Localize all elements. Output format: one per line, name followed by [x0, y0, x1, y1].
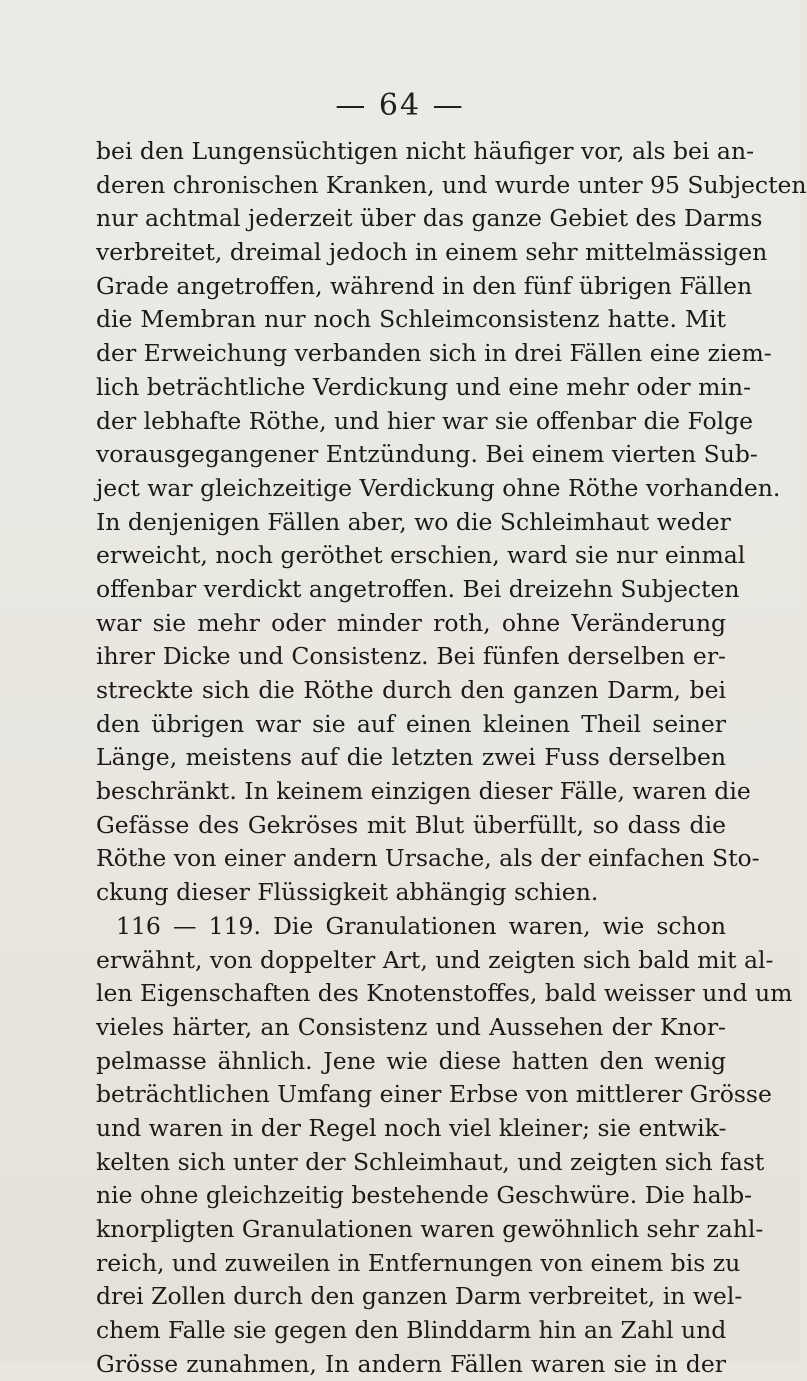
page-number: — 64 — — [335, 88, 465, 123]
text-line: ihrer Dicke und Consistenz. Bei fünfen derselben er- — [96, 642, 726, 671]
text-line: lich beträchtliche Verdickung und eine mehr oder min- — [96, 372, 752, 401]
text-line: beträchtlichen Umfang einer Erbse von mittlerer Grösse — [96, 1080, 772, 1109]
body-text — [96, 135, 807, 1381]
text-line: die Membran nur noch Schleimconsistenz hatte. Mit — [96, 305, 726, 334]
text-line: beschränkt. In keinem einzigen dieser Fälle, waren die — [96, 777, 751, 806]
text-line: der lebhafte Röthe, und hier war sie offenbar die Folge — [96, 406, 754, 435]
text-line: knorpligten Granulationen waren gewöhnlich sehr zahl- — [96, 1215, 764, 1243]
text-line: streckte sich die Röthe durch den ganzen Darm, bei — [96, 676, 726, 704]
text-line: bei den Lungensüchtigen nicht häufiger vor, als bei an- — [96, 137, 755, 165]
text-line: offenbar verdickt angetroffen. Bei dreizehn Subjecten — [96, 574, 740, 603]
text-line: 116 — 119. Die Granulationen waren, wie schon — [116, 911, 726, 940]
text-line: Gefässe des Gekröses mit Blut überfüllt, so dass die — [96, 810, 726, 839]
text-line: Grade angetroffen, während in den fünf übrigen Fällen — [96, 271, 753, 300]
text-line: pelmasse ähnlich. Jene wie diese hatten den wenig — [96, 1046, 726, 1075]
text-line: ckung dieser Flüssigkeit abhängig schien. — [96, 878, 599, 907]
text-line: war sie mehr oder minder roth, ohne Veränderung — [96, 608, 726, 637]
text-line: drei Zollen durch den ganzen Darm verbreitet, in wel- — [96, 1282, 743, 1311]
text-line: len Eigenschaften des Knotenstoffes, bald weisser und um — [96, 979, 793, 1008]
text-line: Grösse zunahmen, In andern Fällen waren sie in der — [96, 1349, 726, 1378]
text-line: Röthe von einer andern Ursache, als der einfachen Sto- — [96, 844, 760, 873]
text-line: Länge, meistens auf die letzten zwei Fuss derselben — [96, 743, 726, 772]
text-line: erweicht, noch geröthet erschien, ward sie nur einmal — [96, 541, 746, 570]
text-line: reich, und zuweilen in Entfernungen von einem bis zu — [96, 1248, 741, 1277]
text-line: verbreitet, dreimal jedoch in einem sehr mittelmässigen — [96, 238, 768, 267]
text-line: erwähnt, von doppelter Art, und zeigten sich bald mit al- — [96, 945, 774, 974]
text-line: der Erweichung verbanden sich in drei Fällen eine ziem- — [96, 339, 772, 368]
text-line: kelten sich unter der Schleimhaut, und zeigten sich fast — [96, 1147, 765, 1176]
text-line: ject war gleichzeitige Verdickung ohne Röthe vorhanden. — [96, 473, 781, 502]
text-line: vieles härter, an Consistenz und Aussehen der Knor- — [96, 1012, 726, 1041]
text-line: vorausgegangener Entzündung. Bei einem vierten Sub- — [96, 440, 758, 469]
text-line: In denjenigen Fällen aber, wo die Schleimhaut weder — [96, 507, 731, 536]
text-line: chem Falle sie gegen den Blinddarm hin an Zahl und — [96, 1316, 727, 1345]
text-line: den übrigen war sie auf einen kleinen Theil seiner — [96, 709, 726, 738]
text-line: nur achtmal jederzeit über das ganze Gebiet des Darms — [96, 204, 763, 233]
text-line: deren chronischen Kranken, und wurde unter 95 Subjecten — [96, 170, 807, 199]
text-line: und waren in der Regel noch viel kleiner; sie entwik- — [96, 1113, 727, 1142]
text-line: nie ohne gleichzeitig bestehende Geschwüre. Die halb- — [96, 1181, 753, 1210]
